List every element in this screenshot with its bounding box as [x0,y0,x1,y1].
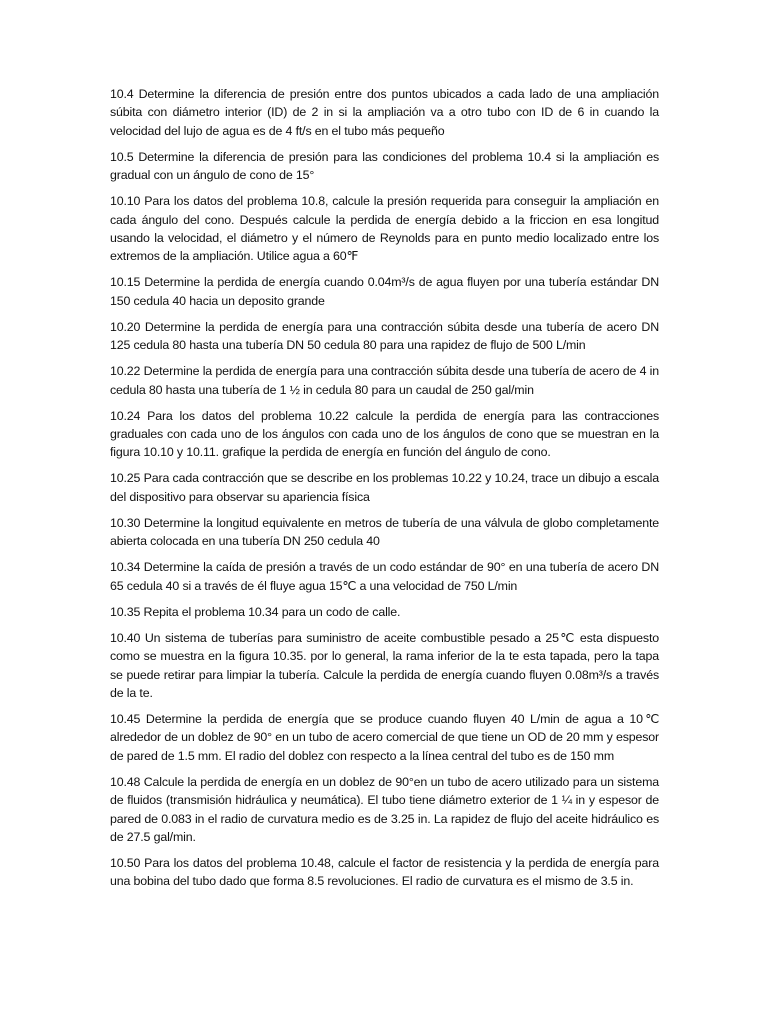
problem-10-40: 10.40 Un sistema de tuberías para suministro de aceite combustible pesado a 25℃ esta dispuesto como se muestra en la figura 10.35. por lo general, la rama inferior de la te esta tapada, pero la tapa se puede retirar para limpiar la tubería. Calcule la perdida de energía cuando fluyen 0.08m³/s a través de la te. [110,630,659,700]
problem-10-22: 10.22 Determine la perdida de energía para una contracción súbita desde una tubería de acero de 4 in cedula 80 hasta una tubería de 1 ½ in cedula 80 para un caudal de 250 gal/min [110,364,659,397]
problem-10-15: 10.15 Determine la perdida de energía cuando 0.04m³/s de agua fluyen por una tubería estándar DN 150 cedula 40 hacia un deposito grande [110,275,659,308]
problem-10-20: 10.20 Determine la perdida de energía para una contracción súbita desde una tubería de acero DN 125 cedula 80 hasta una tubería DN 50 cedula 80 para una rapidez de flujo de 500 L/min [110,319,659,353]
problem-10-50: 10.50 Para los datos del problema 10.48, calcule el factor de resistencia y la perdida de energía para una bobina del tubo dado que forma 8.5 revoluciones. El radio de curvatura es el mismo de 3.5 in. [110,855,659,889]
problem-10-48: 10.48 Calcule la perdida de energía en un doblez de 90°en un tubo de acero utilizado para un sistema de fluidos (transmisión hidráulica y neumática). El tubo tiene diámetro exterior de 1 ¼ in y espesor de pared de 0.083 in el radio de curvatura medio es de 3.25 in. La rapidez de flujo del aceite hidráulico es de 27.5 gal/min. [110,774,659,844]
problem-10-34: 10.34 Determine la caída de presión a través de un codo estándar de 90° en una tubería de acero DN 65 cedula 40 si a través de él fluye agua 15℃ a una velocidad de 750 L/min [110,560,659,593]
document-page [110,85,659,898]
problem-10-5: 10.5 Determine la diferencia de presión para las condiciones del problema 10.4 si la ampliación es gradual con un ángulo de cono de 15° [110,149,659,183]
problem-10-25: 10.25 Para cada contracción que se describe en los problemas 10.22 y 10.24, trace un dibujo a escala del dispositivo para observar su apariencia física [110,471,659,504]
problem-10-45: 10.45 Determine la perdida de energía que se produce cuando fluyen 40 L/min de agua a 10℃ alrededor de un doblez de 90° en un tubo de acero comercial de que tiene un OD de 20 mm y espesor de pared de 1.5 mm. El radio del doblez con respecto a la línea central del tubo es de 150 mm [110,711,659,763]
problem-10-30: 10.30 Determine la longitud equivalente en metros de tubería de una válvula de globo completamente abierta colocada en una tubería DN 250 cedula 40 [110,515,659,549]
problem-10-24: 10.24 Para los datos del problema 10.22 calcule la perdida de energía para las contracciones graduales con cada uno de los ángulos con cada uno de los ángulos de cono que se muestran en la figura 10.10 y 10.11. grafique la perdida de energía en función del ángulo de cono. [110,408,659,460]
problem-10-35: 10.35 Repita el problema 10.34 para un codo de calle. [110,604,401,619]
problem-10-10: 10.10 Para los datos del problema 10.8, calcule la presión requerida para conseguir la ampliación en cada ángulo del cono. Después calcule la perdida de energía debido a la friccion en esa longitud usando la velocidad, el diámetro y el número de Reynolds para en punto medio localizado entre los extremos de la ampliación. Utilice agua a 60℉ [110,194,659,264]
problem-10-4: 10.4 Determine la diferencia de presión entre dos puntos ubicados a cada lado de una ampliación súbita con diámetro interior (ID) de 2 in si la ampliación va a otro tubo con ID de 6 in cuando la velocidad del lujo de agua es de 4 ft/s en el tubo más pequeño [110,87,659,138]
